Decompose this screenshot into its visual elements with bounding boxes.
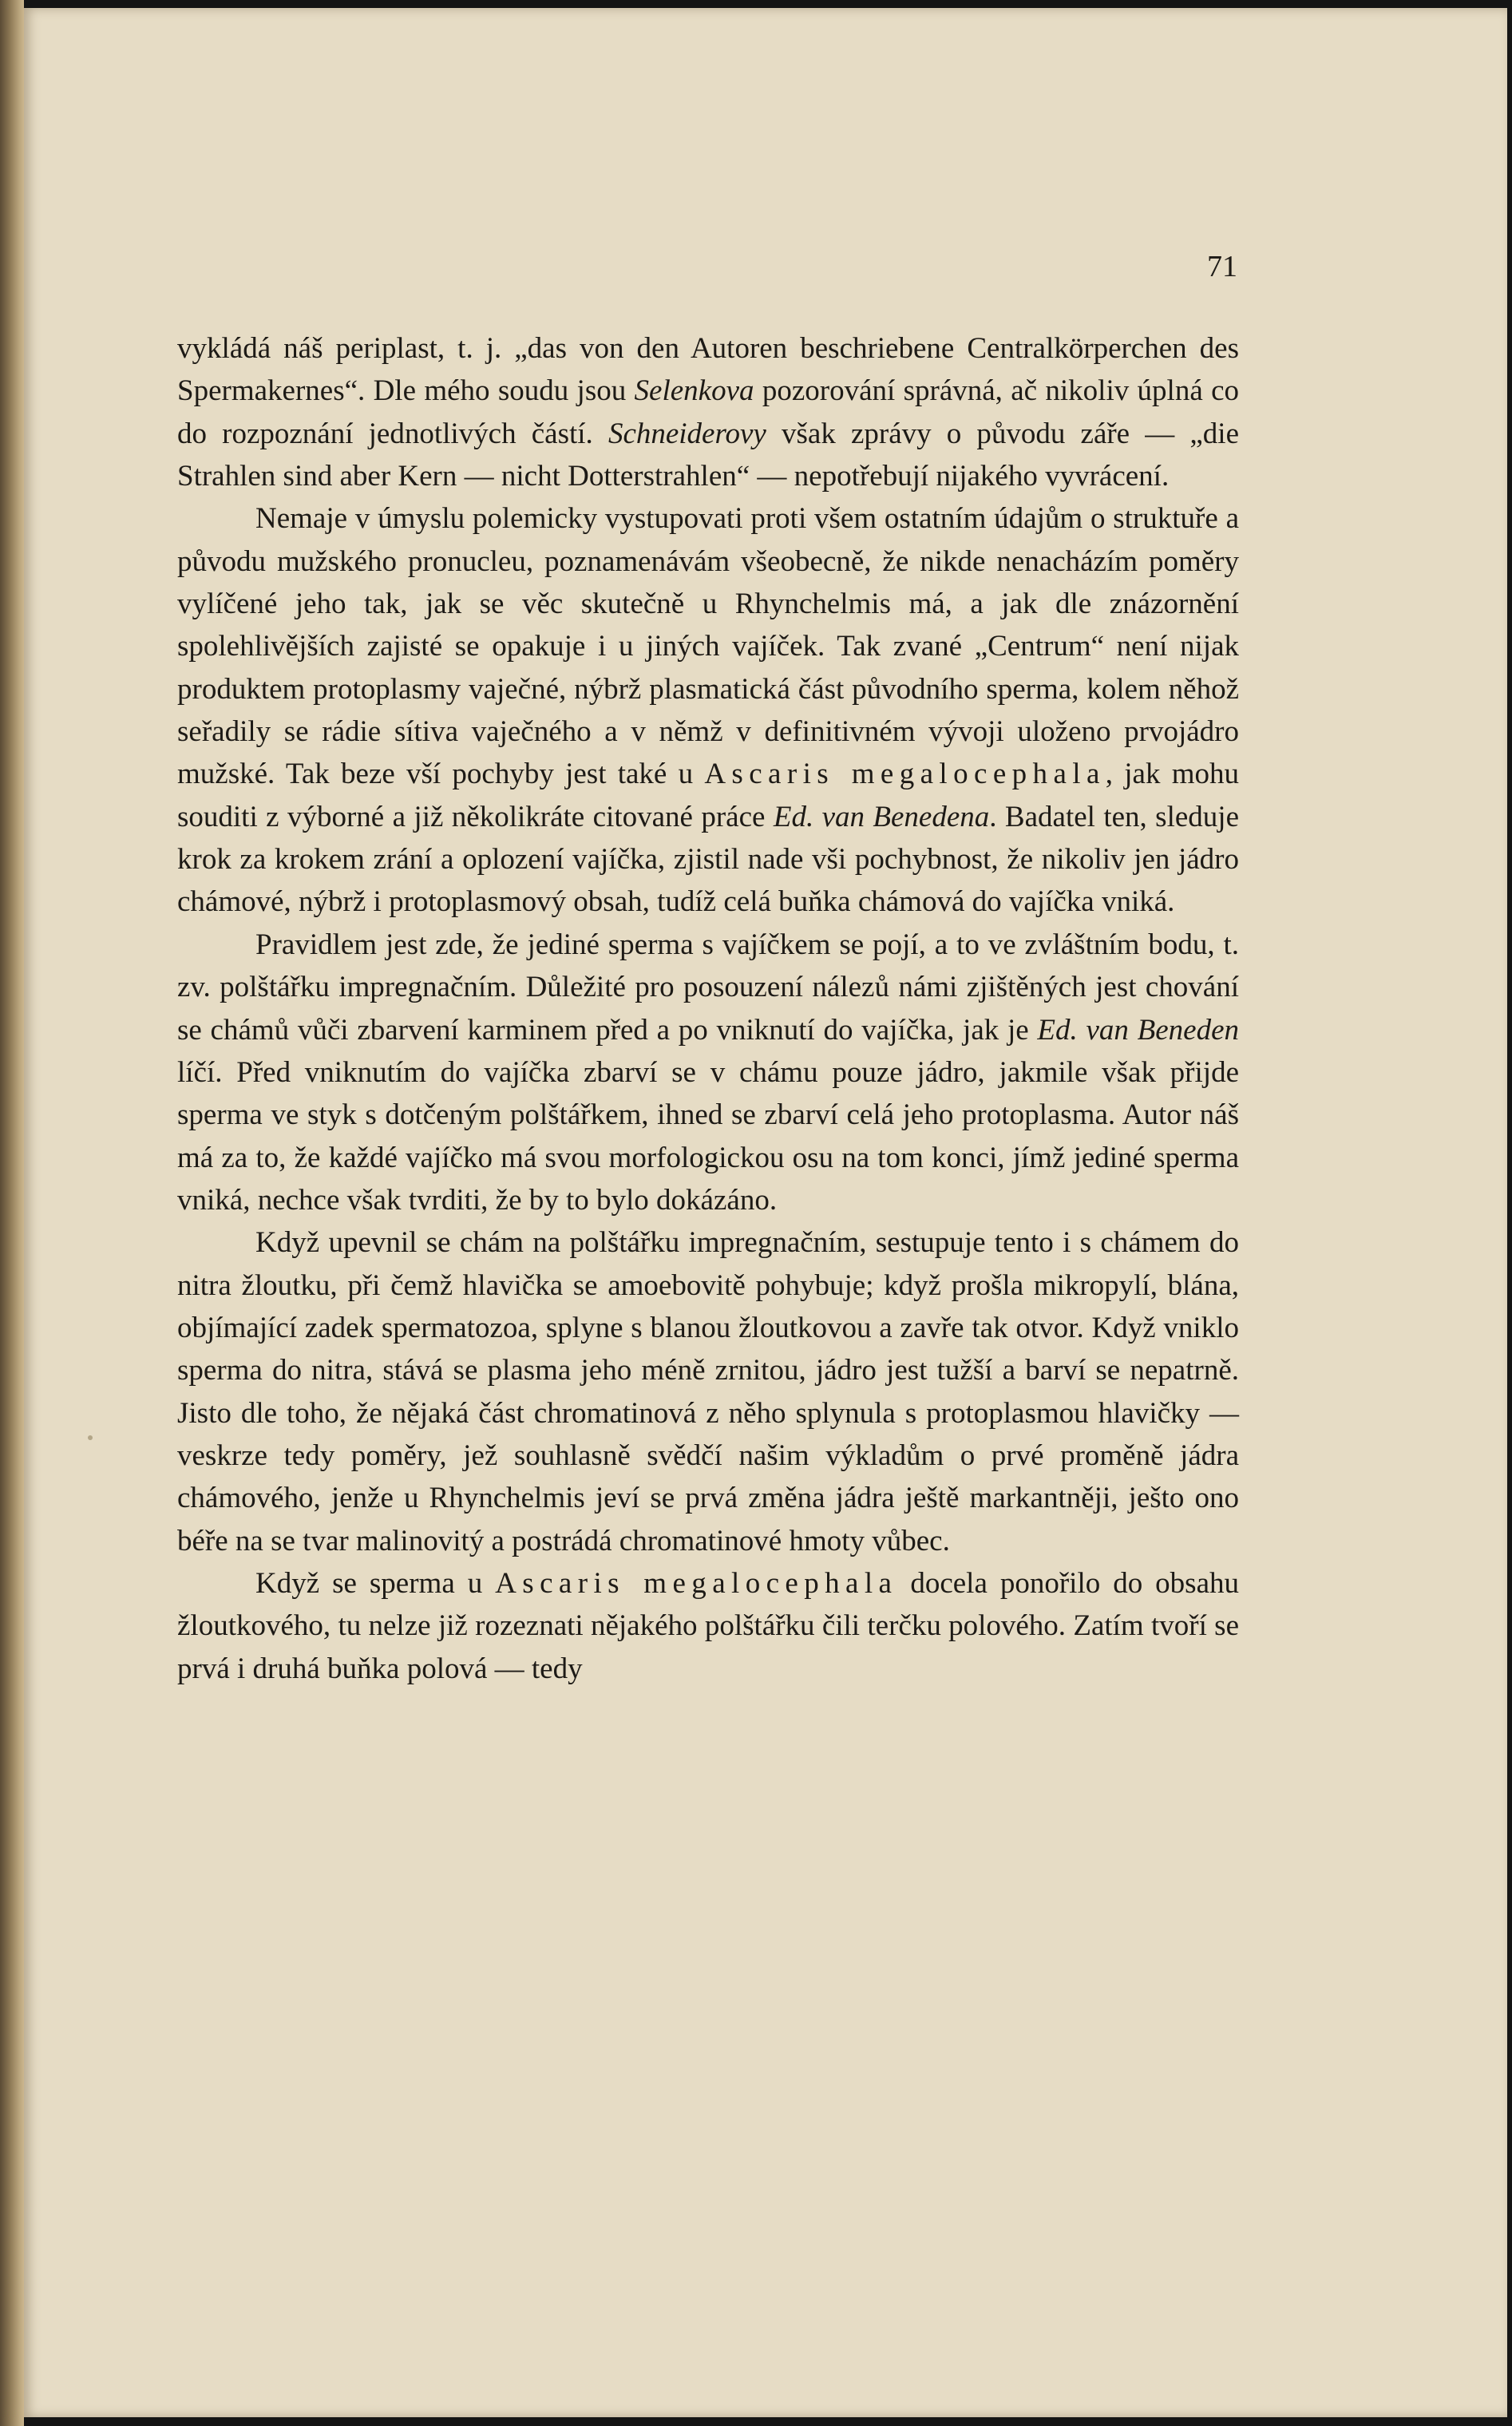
- book-binding-edge: [0, 0, 24, 2426]
- paragraph-2: [177, 497, 1239, 923]
- text-run: pozorování správná, ač nikoliv úplná co do rozpoznání jednotlivých částí.: [177, 374, 1239, 450]
- species-name: Ascaris megalocephala: [704, 758, 1106, 791]
- text-run: však zprávy o původu záře — „die Strahlen sind aber Kern — nicht Dotterstrahlen“ — nepotřebují nijakého vyvrácení.: [177, 417, 1240, 493]
- body-text: [177, 327, 1239, 1690]
- page-number: 71: [1207, 250, 1237, 283]
- author-name: Schneiderovy: [608, 417, 766, 450]
- author-name: Selenkova: [634, 374, 754, 408]
- paper-spot: [88, 1435, 93, 1440]
- text-run: Nemaje v úmyslu polemicky vystupovati proti všem ostatním údajům o struktuře a původu mužského pronucleu, poznamenávám všeobecně, že nikde nenacházím poměry vylíčené jeho tak, jak se věc skutečně u Rhynchelmis má, a jak dle znázornění spolehlivějších zajisté se opakuje i u jiných vajíček. Tak zvané „Centrum“ není nijak produktem protoplasmy vaječné, nýbrž plasmatická část původního sperma, kolem něhož seřadily se rádie sítiva vaječného a v němž v definitivném vývoji uloženo prvojádro mužské. Tak beze vší pochyby jest také u: [177, 502, 1239, 791]
- text-run: vykládá náš periplast, t. j. „das von den Autoren beschriebene Centralkörperchen des Spermakernes“. Dle mého soudu jsou: [177, 332, 1239, 408]
- author-name: Ed. van Benedena: [773, 800, 990, 833]
- text-run: líčí. Před vniknutím do vajíčka zbarví se v chámu pouze jádro, jakmile však přijde sperma ve styk s dotčeným polštářkem, ihned se zbarví celá jeho protoplasma. Autor náš má za to, že každé vajíčko má svou morfologickou osu na tom konci, jímž jediné sperma vniká, nechce však tvrditi, že by to bylo dokázáno.: [177, 1055, 1239, 1217]
- paragraph-1: [177, 327, 1239, 497]
- paragraph-5: [177, 1562, 1239, 1690]
- text-run: Když se sperma u: [255, 1566, 496, 1600]
- species-name: Ascaris megalocephala: [495, 1566, 898, 1600]
- paragraph-4: [177, 1221, 1239, 1562]
- text-run: docela ponořilo do obsahu žloutkového, tu nelze již rozeznati nějakého polštářku čili terčku polového. Zatím tvoří se prvá i druhá buňka polová — tedy: [177, 1566, 1239, 1685]
- text-run: Když upevnil se chám na polštářku impregnačním, sestupuje tento i s chámem do nitra žloutku, při čemž hlavička se amoebovitě pohybuje; když prošla mikropylí, blána, objímající zadek spermatozoa, splyne s blanou žloutkovou a zavře tak otvor. Když vniklo sperma do nitra, stává se plasma jeho méně zrnitou, jádro jest tužší a barví se nepatrně. Jisto dle toho, že nějaká část chromatinová z něho splynula s protoplasmou hlavičky — veskrze tedy poměry, jež souhlasně svědčí našim výkladům o prvé proměně jádra chámového, jenže u Rhynchelmis jeví se prvá změna jádra ještě markantněji, ješto ono béře na se tvar malinovitý a postrádá chromatinové hmoty vůbec.: [177, 1226, 1239, 1557]
- text-run: , jak mohu souditi z výborné a již několikráte citované práce: [177, 758, 1240, 833]
- text-run: . Badatel ten, sleduje krok za krokem zrání a oplození vajíčka, zjistil nade vši pochybnost, že nikoliv jen jádro chámové, nýbrž i protoplasmový obsah, tudíž celá buňka chámová do vajíčka vniká.: [177, 800, 1239, 919]
- text-run: Pravidlem jest zde, že jediné sperma s vajíčkem se pojí, a to ve zvláštním bodu, t. zv. polštářku impregnačním. Důležité pro posouzení nálezů námi zjištěných jest chování se chámů vůči zbarvení karminem před a po vniknutí do vajíčka, jak je: [177, 928, 1239, 1047]
- author-name: Ed. van Beneden: [1037, 1013, 1239, 1047]
- paragraph-3: [177, 924, 1239, 1221]
